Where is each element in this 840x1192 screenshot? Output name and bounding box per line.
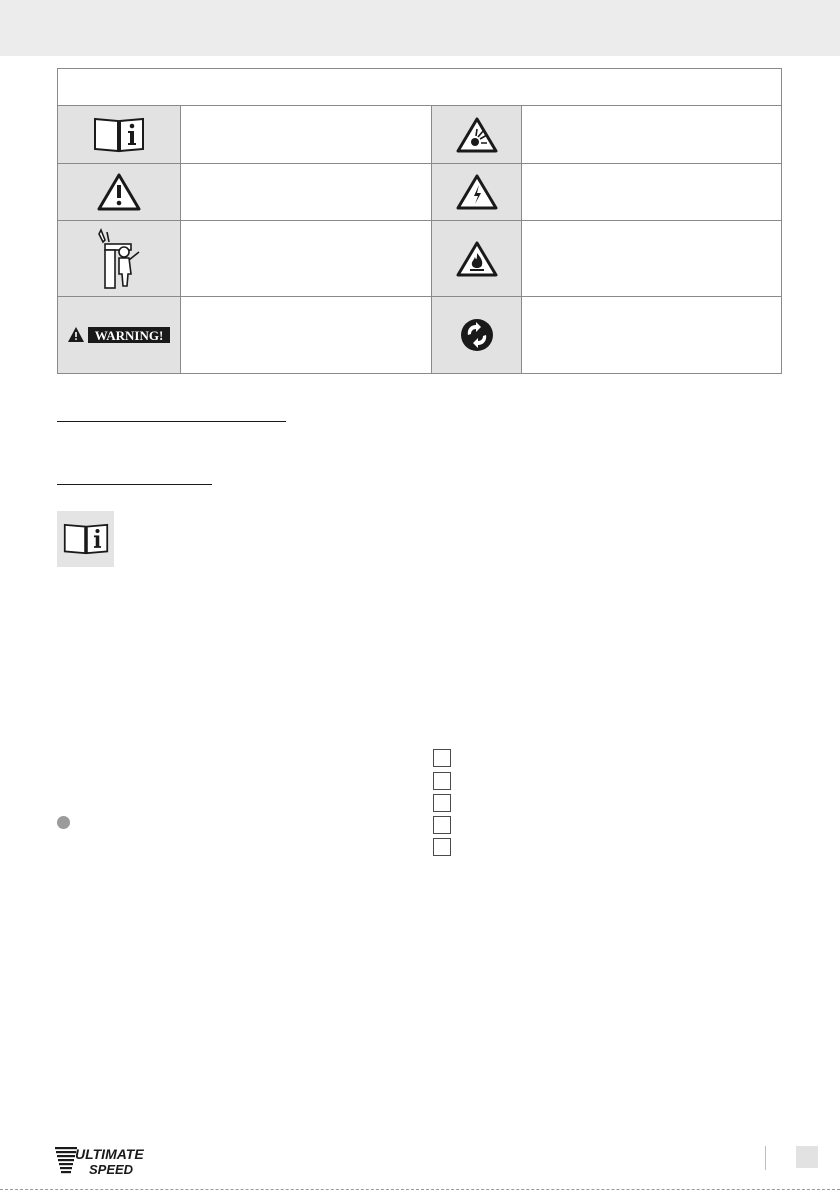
symbol-description	[181, 106, 432, 164]
symbol-cell	[432, 297, 522, 373]
bullet-point	[57, 816, 70, 829]
explosive-hazard-icon	[456, 117, 498, 153]
page-number-box	[796, 1146, 818, 1168]
symbol-cell	[432, 164, 522, 221]
item-number-box	[433, 749, 451, 767]
manual-info-icon	[63, 521, 109, 557]
flammable-icon	[456, 241, 498, 277]
symbol-description	[181, 221, 432, 297]
symbol-description	[522, 106, 781, 164]
child-supervision-icon	[95, 228, 143, 290]
section-heading-underline	[57, 484, 212, 485]
symbol-cell	[58, 221, 181, 297]
symbol-description	[522, 297, 781, 373]
ultimate-speed-logo	[55, 1144, 147, 1178]
footer-dashed-line	[0, 1189, 840, 1190]
symbol-description	[522, 164, 781, 221]
warning-label-icon	[67, 325, 171, 345]
top-band	[0, 0, 840, 56]
warning-triangle-icon	[97, 173, 141, 211]
svg-text:ULTIMATE: ULTIMATE	[75, 1146, 144, 1162]
symbol-table	[57, 68, 782, 374]
item-number-box	[433, 816, 451, 834]
symbol-description	[181, 164, 432, 221]
item-number-box	[433, 838, 451, 856]
svg-text:WARNING!: WARNING!	[94, 328, 164, 343]
item-number-box	[433, 772, 451, 790]
electric-shock-icon	[456, 174, 498, 210]
symbol-description	[522, 221, 781, 297]
symbol-description	[181, 297, 432, 373]
symbol-cell	[58, 106, 181, 164]
manual-info-icon	[93, 115, 145, 155]
symbol-cell	[58, 297, 181, 373]
svg-text:SPEED: SPEED	[89, 1162, 134, 1177]
symbol-cell	[432, 106, 522, 164]
item-number-box	[433, 794, 451, 812]
footer-separator	[765, 1146, 766, 1170]
symbol-table-header	[58, 69, 781, 106]
manual-info-badge	[57, 511, 114, 567]
section-heading-underline	[57, 421, 286, 422]
green-dot-recycling-icon	[459, 317, 495, 353]
symbol-cell	[58, 164, 181, 221]
symbol-cell	[432, 221, 522, 297]
